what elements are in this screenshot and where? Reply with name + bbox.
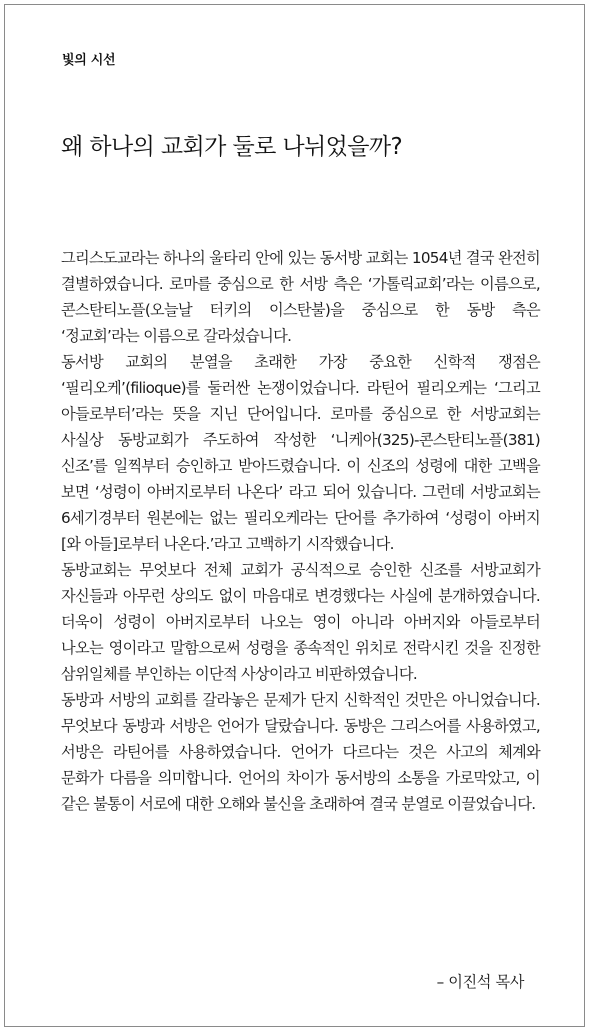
article-body: [61, 245, 540, 817]
paragraph-3: 동방교회는 무엇보다 전체 교회가 공식적으로 승인한 신조를 서방교회가 자신들과 아무런 상의도 없이 마음대로 변경했다는 사실에 분개하였습니다. 더욱이 성령이 아버지로부터 나오는 영이 아니라 아버지와 아들로부터 나오는 영이라고 말함으로써 성령을 종속적인 위치로 전락시킨 것을 진정한 삼위일체를 부인하는 이단적 사상이라고 비판하였습니다.: [61, 561, 540, 683]
section-label: 빛의 시선: [62, 53, 116, 68]
paragraph-4: 동방과 서방의 교회를 갈라놓은 문제가 단지 신학적인 것만은 아니었습니다. 무엇보다 동방과 서방은 언어가 달랐습니다. 동방은 그리스어를 사용하였고, 서방은 라틴어를 사용하였습니다. 언어가 다르다는 것은 사고의 체계와 문화가 다름을 의미합니다. 언어의 차이가 동서방의 소통을 가로막았고, 이 같은 불통이 서로에 대한 오해와 불신을 초래하여 결국 분열로 이끌었습니다.: [61, 691, 540, 813]
paragraph-2: 동서방 교회의 분열을 초래한 가장 중요한 신학적 쟁점은 ‘필리오케’(filioque)를 둘러싼 논쟁이었습니다. 라틴어 필리오케는 ‘그리고 아들로부터’라는 뜻을 지닌 단어입니다. 로마를 중심으로 한 서방교회는 사실상 동방교회가 주도하여 작성한 ‘니케아(325)-콘스탄티노플(381) 신조’를 일찍부터 승인하고 받아드렸습니다. 이 신조의 성령에 대한 고백을 보면 ‘성령이 아버지로부터 나온다’ 라고 되어 있습니다. 그런데 서방교회는 6세기경부터 원본에는 없는 필리오케라는 단어를 추가하여 ‘성령이 아버지[와 아들]로부터 나온다.’라고 고백하기 시작했습니다.: [61, 353, 540, 553]
author-credit: – 이진석 목사: [436, 973, 524, 991]
page-frame: [4, 4, 585, 1027]
article-title: 왜 하나의 교회가 둘로 나뉘었을까?: [61, 134, 403, 160]
paragraph-1: 그리스도교라는 하나의 울타리 안에 있는 동서방 교회는 1054년 결국 완전히 결별하였습니다. 로마를 중심으로 한 서방 측은 ‘가톨릭교회’라는 이름으로, 콘스탄티노플(오늘날 터키의 이스탄불)을 중심으로 한 동방 측은 ‘정교회’라는 이름으로 갈라섰습니다.: [61, 249, 540, 345]
